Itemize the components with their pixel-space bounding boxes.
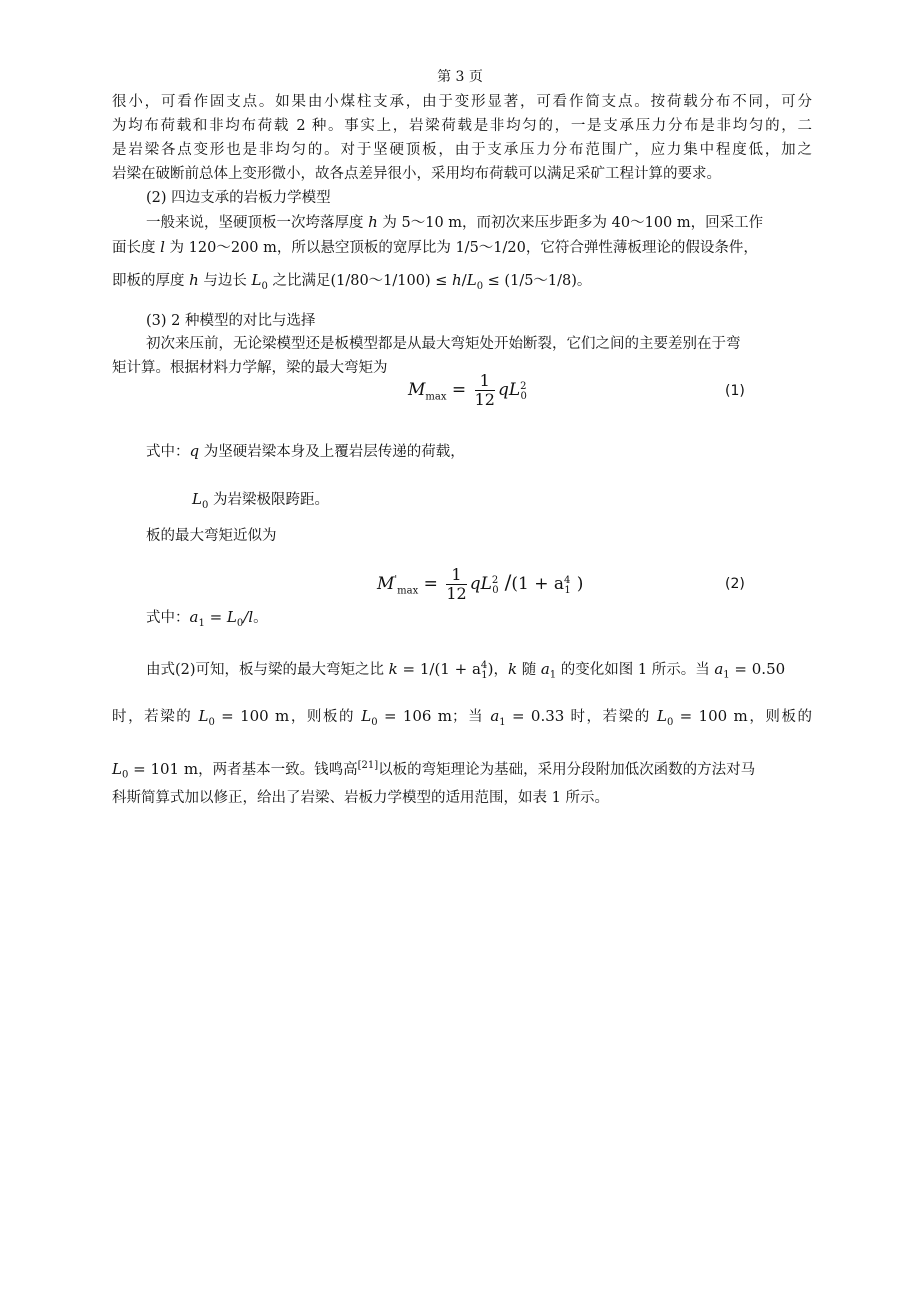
paragraph-line: 科斯简算式加以修正，给出了岩梁、岩板力学模型的适用范围，如表 1 所示。 (112, 790, 609, 806)
paragraph-line: 很小，可看作固支点。如果由小煤柱支承，由于变形显著，可看作简支点。按荷载分布不同，可分 (112, 94, 812, 110)
paragraph-line: 式中：$a_1 = L_0/l$。 (146, 608, 268, 629)
paragraph-line: 时，若梁的 $L_0 = 100$ m，则板的 $L_0 = 106$ m；当 $a_1 = 0.33$ 时，若梁的 $L_0 = 100$ m，则板的 (112, 707, 813, 728)
paragraph-line: 一般来说，坚硬顶板一次垮落厚度 h 为 5～10 m，而初次来压步距多为 40～100 m，回采工作 (146, 213, 764, 231)
paragraph-line: 式中：q 为坚硬岩梁本身及上覆岩层传递的荷载， (146, 442, 465, 460)
paragraph-line: 初次来压前，无论梁模型还是板模型都是从最大弯矩处开始断裂，它们之间的主要差别在于弯 (146, 336, 741, 352)
paragraph-line: 即板的厚度 h 与边长 $L_0$ 之比满足(1/80～1/100) ≤ $h/L_0$ ≤ (1/5～1/8)。 (112, 271, 592, 292)
paragraph-line: 为均布荷载和非均布荷载 2 种。事实上，岩梁荷载是非均匀的，一是支承压力分布是非均匀的，二 (112, 118, 812, 134)
paragraph-line: 岩梁在破断前总体上变形微小，故各点差异很小，采用均布荷载可以满足采矿工程计算的要求。 (112, 166, 721, 182)
section-heading: (3) 2 种模型的对比与选择 (146, 313, 316, 329)
equation-1: $M_{max}$ = $\frac{1}{12}$ $qL_{20}$ (408, 371, 527, 409)
paragraph-line: 由式(2)可知，板与梁的最大弯矩之比 $k = 1/(1 + a^4_1)$，k 随 $a_1$ 的变化如图 1 所示。当 $a_1 = 0.50$ (146, 659, 786, 681)
equation-number: (1) (725, 383, 745, 399)
paragraph-line: 矩计算。根据材料力学解，梁的最大弯矩为 (112, 360, 388, 376)
page-number: 第 3 页 (437, 69, 483, 85)
paragraph-line: 板的最大弯矩近似为 (146, 528, 277, 544)
equation-number: (2) (725, 576, 745, 592)
paragraph-line: 是岩梁各点变形也是非均匀的。对于坚硬顶板，由于支承压力分布范围广，应力集中程度低，加之 (112, 142, 812, 158)
paragraph-line: $L_0$ 为岩梁极限跨距。 (192, 490, 329, 511)
paragraph-line: 面长度 l 为 120～200 m，所以悬空顶板的宽厚比为 1/5～1/20，它符合弹性薄板理论的假设条件， (112, 238, 758, 256)
paragraph-line: $L_0 = 101$ m，两者基本一致。钱鸣高[21]以板的弯矩理论为基础，采用分段附加低次函数的方法对马 (112, 759, 756, 781)
section-heading: (2) 四边支承的岩板力学模型 (146, 190, 331, 206)
equation-2: $M'_{max}$ = $\frac{1}{12}$ $qL_{20}$ $/(1 + a_{41}$ ) (377, 565, 584, 603)
